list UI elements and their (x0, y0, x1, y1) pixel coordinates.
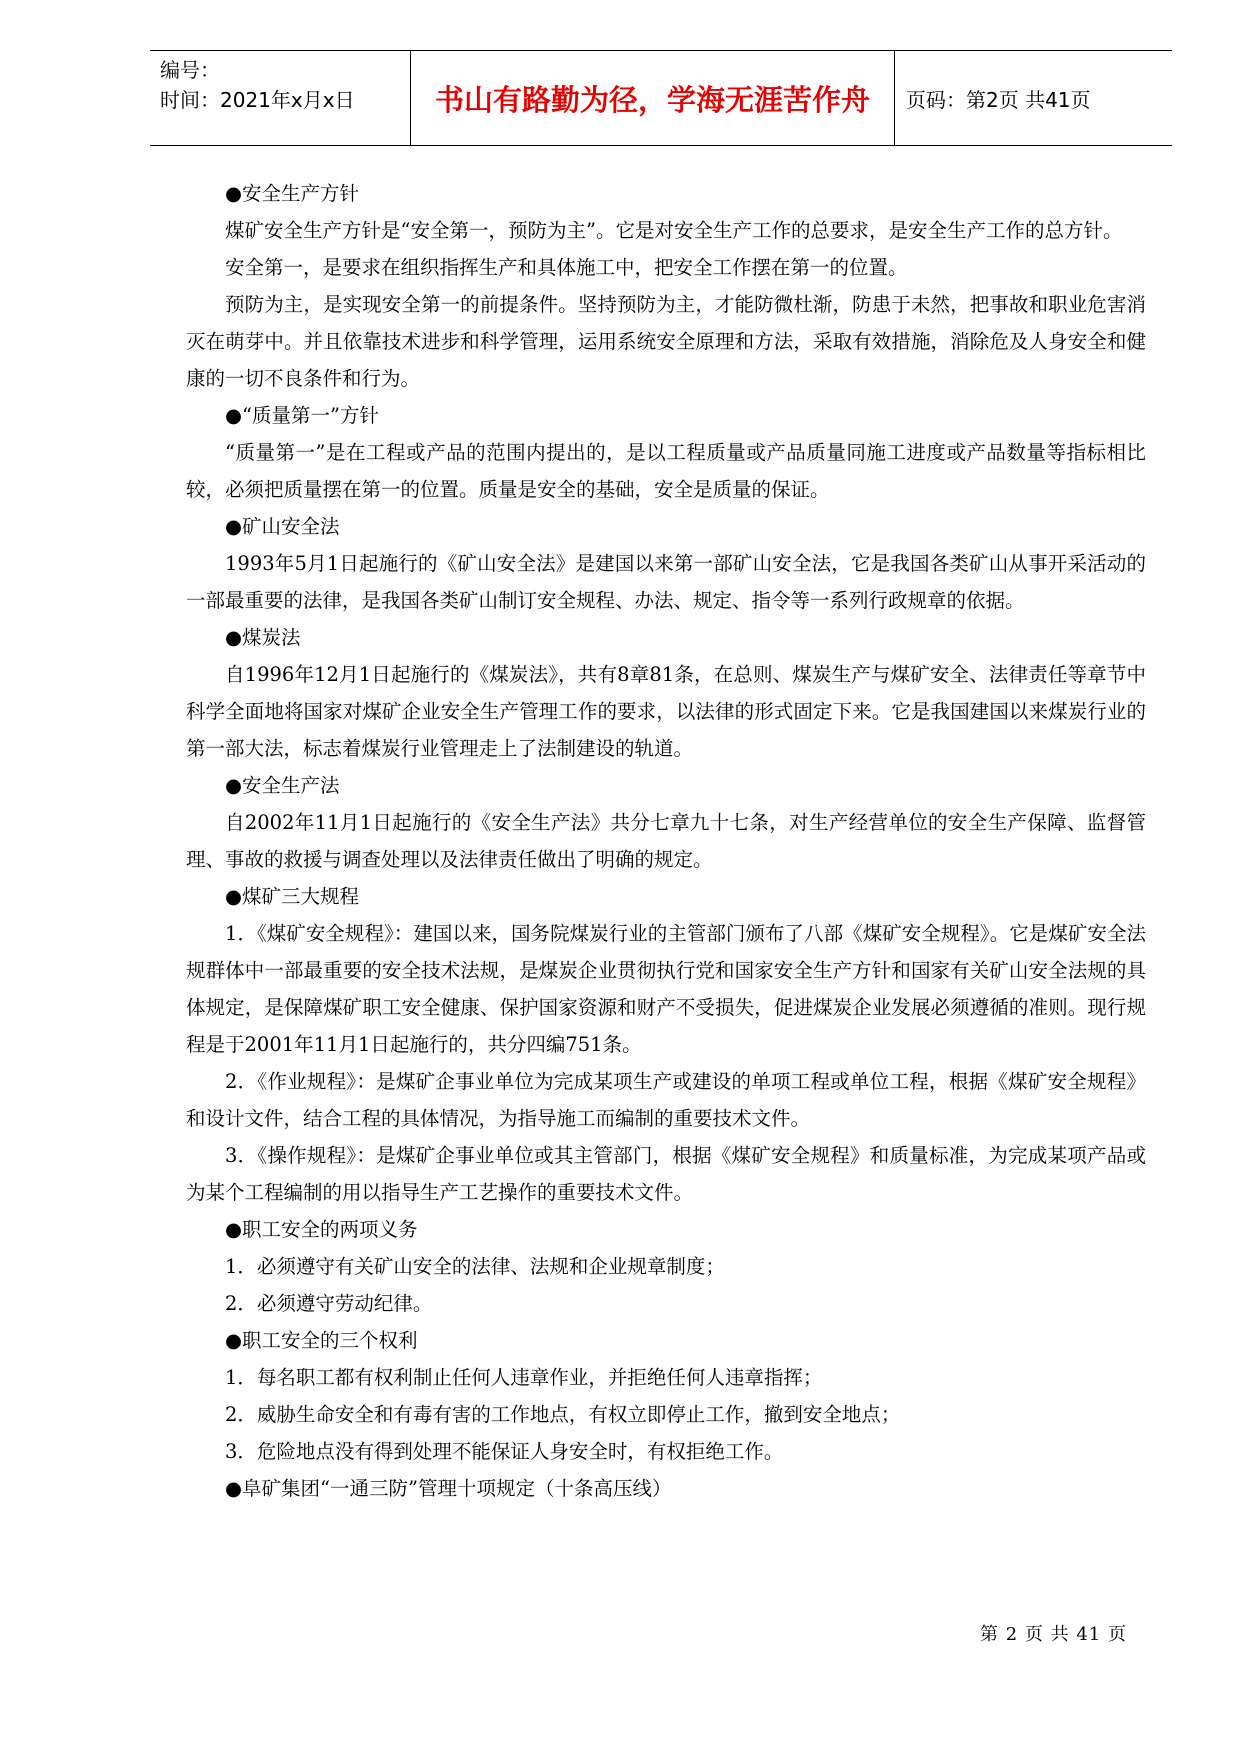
list-item: 2．必须遵守劳动纪律。 (225, 1292, 433, 1315)
section-heading: ●职工安全的两项义务 (225, 1218, 418, 1241)
section-heading: ●阜矿集团“一通三防”管理十项规定（十条高压线） (225, 1477, 672, 1500)
list-item: 1．每名职工都有权利制止任何人违章作业，并拒绝任何人违章指挥； (225, 1366, 823, 1389)
header-page-number: 页码：第2页 共41页 (906, 87, 1091, 112)
page-header (150, 50, 1172, 146)
paragraph: 自1996年12月1日起施行的《煤炭法》，共有8章81条，在总则、煤炭生产与煤矿安全、法律责任等章节中科学全面地将国家对煤矿企业安全生产管理工作的要求，以法律的形式固定下来。它是我国建国以来煤炭行业的第一部大法，标志着煤炭行业管理走上了法制建设的轨道。 (186, 663, 1146, 760)
paragraph: 自2002年11月1日起施行的《安全生产法》共分七章九十七条，对生产经营单位的安全生产保障、监督管理、事故的救援与调查处理以及法律责任做出了明确的规定。 (186, 811, 1146, 871)
page-footer: 第 2 页 共 41 页 (980, 1624, 1127, 1645)
list-item: 2．威胁生命安全和有毒有害的工作地点，有权立即停止工作，撤到安全地点； (225, 1403, 901, 1426)
document-time-label: 时间：2021年x月x日 (160, 88, 355, 112)
paragraph: 煤矿安全生产方针是“安全第一，预防为主”。它是对安全生产工作的总要求，是安全生产工作的总方针。 (225, 219, 1123, 242)
list-item: 3．危险地点没有得到处理不能保证人身安全时，有权拒绝工作。 (225, 1440, 784, 1463)
section-heading: ●职工安全的三个权利 (225, 1329, 418, 1352)
list-item: 1．《煤矿安全规程》：建国以来，国务院煤炭行业的主管部门颁布了八部《煤矿安全规程》。它是煤矿安全法规群体中一部最重要的安全技术法规，是煤炭企业贯彻执行党和国家安全生产方针和国家有关矿山安全法规的具体规定，是保障煤矿职工安全健康、保护国家资源和财产不受损失，促进煤炭企业发展必须遵循的准则。现行规程是于2001年11月1日起施行的，共分四编751条。 (186, 922, 1146, 1056)
section-heading: ●安全生产方针 (225, 182, 360, 205)
section-heading: ●“质量第一”方针 (225, 404, 379, 427)
list-item: 3．《操作规程》：是煤矿企事业单位或其主管部门，根据《煤矿安全规程》和质量标准，为完成某项产品或为某个工程编制的用以指导生产工艺操作的重要技术文件。 (186, 1144, 1146, 1204)
section-heading: ●煤矿三大规程 (225, 885, 360, 908)
document-number-label: 编号： (160, 58, 220, 82)
paragraph: 预防为主，是实现安全第一的前提条件。坚持预防为主，才能防微杜渐，防患于未然，把事故和职业危害消灭在萌芽中。并且依靠技术进步和科学管理，运用系统安全原理和方法，采取有效措施，消除危及人身安全和健康的一切不良条件和行为。 (186, 293, 1146, 390)
section-heading: ●煤炭法 (225, 626, 301, 649)
header-meta (160, 55, 410, 115)
list-item: 2．《作业规程》：是煤矿企事业单位为完成某项生产或建设的单项工程或单位工程，根据《煤矿安全规程》和设计文件，结合工程的具体情况，为指导施工而编制的重要技术文件。 (186, 1070, 1146, 1130)
document-body (186, 175, 1146, 1507)
header-motto: 书山有路勤为径，学海无涯苦作舟 (410, 51, 895, 145)
paragraph: 1993年5月1日起施行的《矿山安全法》是建国以来第一部矿山安全法，它是我国各类矿山从事开采活动的一部最重要的法律，是我国各类矿山制订安全规程、办法、规定、指令等一系列行政规章的依据。 (186, 552, 1146, 612)
paragraph: “质量第一”是在工程或产品的范围内提出的，是以工程质量或产品质量同施工进度或产品数量等指标相比较，必须把质量摆在第一的位置。质量是安全的基础，安全是质量的保证。 (186, 441, 1146, 501)
section-heading: ●安全生产法 (225, 774, 340, 797)
section-heading: ●矿山安全法 (225, 515, 340, 538)
list-item: 1．必须遵守有关矿山安全的法律、法规和企业规章制度； (225, 1255, 725, 1278)
paragraph: 安全第一，是要求在组织指挥生产和具体施工中，把安全工作摆在第一的位置。 (225, 256, 908, 279)
